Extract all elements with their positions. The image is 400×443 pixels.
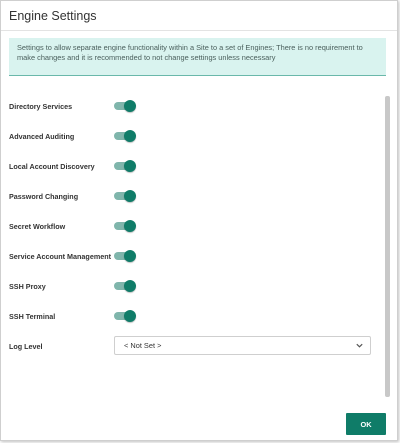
dialog-title: Engine Settings xyxy=(9,9,97,23)
toggle-knob xyxy=(124,100,136,112)
setting-label: Local Account Discovery xyxy=(9,162,95,171)
toggle-knob xyxy=(124,220,136,232)
secret-workflow-toggle[interactable] xyxy=(114,220,136,232)
toggle-knob xyxy=(124,280,136,292)
ssh-proxy-toggle[interactable] xyxy=(114,280,136,292)
setting-label: Log Level xyxy=(9,342,43,351)
toggle-knob xyxy=(124,250,136,262)
service-account-management-toggle[interactable] xyxy=(114,250,136,262)
setting-label: Secret Workflow xyxy=(9,222,66,231)
setting-row-advanced-auditing xyxy=(9,129,379,145)
vertical-scrollbar[interactable] xyxy=(385,96,390,397)
password-changing-toggle[interactable] xyxy=(114,190,136,202)
setting-label: SSH Proxy xyxy=(9,282,46,291)
directory-services-toggle[interactable] xyxy=(114,100,136,112)
setting-row-directory-services xyxy=(9,99,379,115)
setting-row-password-changing xyxy=(9,189,379,205)
toggle-knob xyxy=(124,130,136,142)
toggle-knob xyxy=(124,160,136,172)
setting-label: Directory Services xyxy=(9,102,73,111)
setting-row-log-level xyxy=(9,339,379,355)
setting-label: Password Changing xyxy=(9,192,79,201)
advanced-auditing-toggle[interactable] xyxy=(114,130,136,142)
setting-label: Advanced Auditing xyxy=(9,132,75,141)
local-account-discovery-toggle[interactable] xyxy=(114,160,136,172)
log-level-select[interactable] xyxy=(114,336,371,355)
setting-row-service-account-management xyxy=(9,249,379,265)
toggle-knob xyxy=(124,310,136,322)
info-banner: Settings to allow separate engine functionality within a Site to a set of Engines; There is no requirement to make changes and it is recommended to not change settings unless necessary xyxy=(9,38,386,76)
setting-label: SSH Terminal xyxy=(9,312,56,321)
chevron-down-icon xyxy=(355,341,364,350)
toggle-knob xyxy=(124,190,136,202)
setting-row-ssh-terminal xyxy=(9,309,379,325)
ok-button[interactable]: OK xyxy=(346,413,386,435)
setting-row-ssh-proxy xyxy=(9,279,379,295)
log-level-value: < Not Set > xyxy=(124,341,162,350)
ssh-terminal-toggle[interactable] xyxy=(114,310,136,322)
setting-label: Service Account Management xyxy=(9,252,111,261)
settings-list xyxy=(1,1,397,440)
setting-row-secret-workflow xyxy=(9,219,379,235)
setting-row-local-account-discovery xyxy=(9,159,379,175)
